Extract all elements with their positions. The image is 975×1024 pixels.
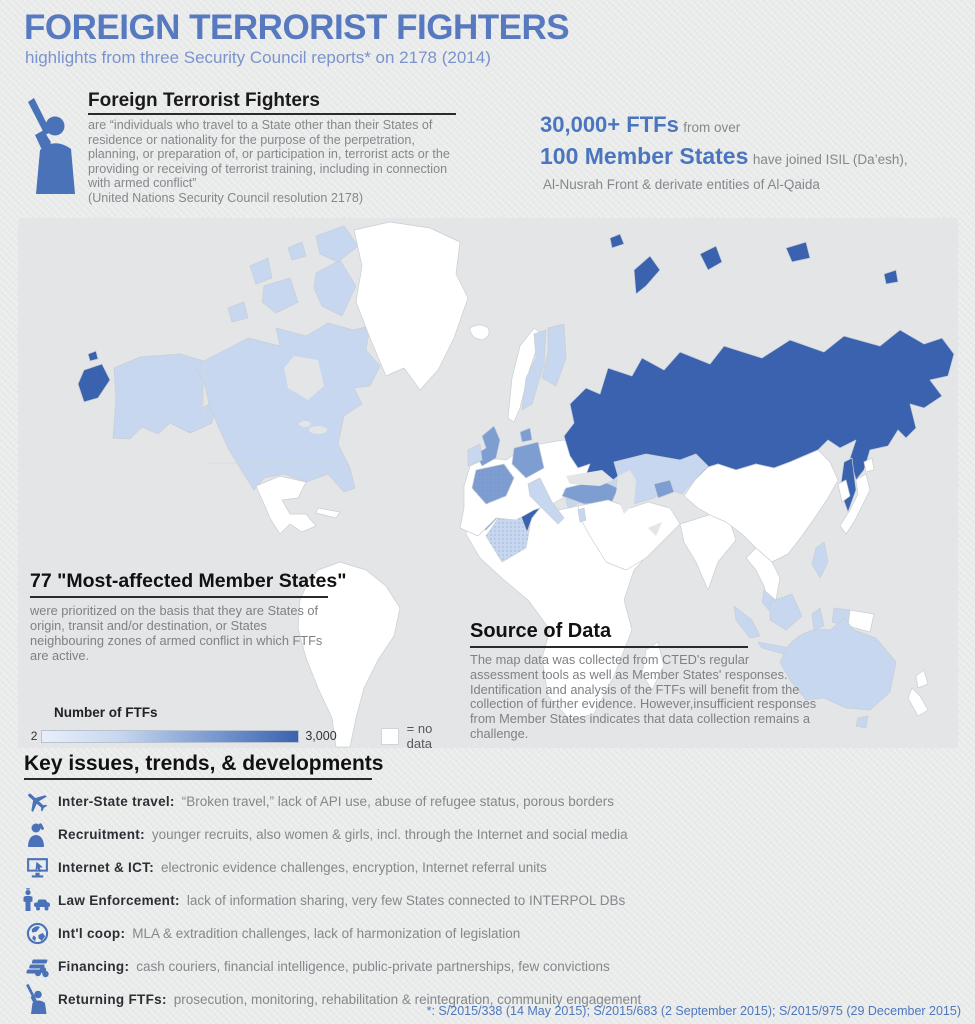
item-text: younger recruits, also women & girls, incl. through the Internet and social media xyxy=(151,826,628,842)
definition-body xyxy=(88,118,460,206)
source-of-data-body: The map data was collected from CTED's regular assessment tools as well as Member States' responses. Identification and analysis of the FTFs will benefit from the collection of further evidence. However,insufficient responses from Member States indicates that data collection remains a challenge. xyxy=(470,652,817,741)
legend-label: Number of FTFs xyxy=(54,705,158,720)
airplane-icon xyxy=(22,788,52,814)
source-of-data-underline xyxy=(470,646,748,648)
list-item xyxy=(22,953,962,979)
stats-block xyxy=(540,112,970,192)
key-issues-heading: Key issues, trends, & developments xyxy=(24,752,384,775)
legend-no-data-label: = no data xyxy=(406,721,433,751)
item-label: Recruitment: xyxy=(58,826,145,842)
globe-icon xyxy=(22,920,52,946)
stat-ftf-count: 30,000+ FTFs xyxy=(540,112,679,137)
legend-min-value: 2 xyxy=(30,729,38,743)
financing-icon xyxy=(22,953,52,979)
item-label: Financing: xyxy=(58,958,130,974)
page-subtitle: highlights from three Security Council reports* on 2178 (2014) xyxy=(25,48,491,67)
legend-no-data-swatch xyxy=(381,728,399,745)
law-enforcement-icon xyxy=(22,887,52,913)
returning-ftf-icon xyxy=(22,986,52,1012)
item-label: Inter-State travel: xyxy=(58,793,175,809)
key-issues-list xyxy=(22,788,962,1019)
monitor-icon xyxy=(22,854,52,880)
list-item xyxy=(22,887,962,913)
stat-line3: Al-Nusrah Front & derivate entities of Al-Qaida xyxy=(543,177,820,192)
most-affected-heading: 77 "Most-affected Member States" xyxy=(30,570,347,592)
item-text: electronic evidence challenges, encryption, Internet referral units xyxy=(161,859,547,875)
fighter-icon xyxy=(22,98,84,194)
item-text: “Broken travel,” lack of API use, abuse of refugee status, porous borders xyxy=(181,793,614,809)
list-item xyxy=(22,821,962,847)
source-of-data-heading: Source of Data xyxy=(470,620,612,642)
key-issues-underline xyxy=(24,778,372,780)
report-footnote: *: S/2015/338 (14 May 2015); S/2015/683 (2 September 2015); S/2015/975 (29 December 2015) xyxy=(426,1004,961,1018)
definition-heading: Foreign Terrorist Fighters xyxy=(88,90,320,111)
item-text: prosecution, monitoring, rehabilitation & reintegration, community engagement xyxy=(173,991,642,1007)
world-map-panel xyxy=(18,218,958,751)
definition-source: (United Nations Security Council resolution 2178) xyxy=(88,190,364,205)
item-text: MLA & extradition challenges, lack of harmonization of legislation xyxy=(132,925,521,941)
definition-text: are “individuals who travel to a State other than their States of residence or nationality for the purpose of the perpetration, planning, or preparation of, or participation in, terrorist acts or the providing or receiving of terrorist training, including in connection with armed conflict” xyxy=(88,118,450,191)
item-label: Internet & ICT: xyxy=(58,859,155,875)
page-title: FOREIGN TERRORIST FIGHTERS xyxy=(24,8,570,47)
item-label: Returning FTFs: xyxy=(58,991,167,1007)
stat-line2-rest: have joined ISIL (Da’esh), xyxy=(752,152,908,167)
item-text: cash couriers, financial intelligence, public-private partnerships, few convictions xyxy=(136,958,610,974)
list-item xyxy=(22,788,962,814)
map-legend xyxy=(28,705,458,751)
most-affected-underline xyxy=(30,596,328,598)
stat-line1-rest: from over xyxy=(683,120,741,135)
most-affected-body: were prioritized on the basis that they are States of origin, transit and/or destination, or States neighbouring zones of armed conflict in which FTFs are active. xyxy=(30,603,323,663)
most-affected-block xyxy=(30,570,450,663)
list-item xyxy=(22,920,962,946)
item-text: lack of information sharing, very few States connected to INTERPOL DBs xyxy=(186,892,626,908)
stat-member-states: 100 Member States xyxy=(540,143,749,169)
item-label: Int'l coop: xyxy=(58,925,126,941)
list-item xyxy=(22,854,962,880)
item-label: Law Enforcement: xyxy=(58,892,180,908)
legend-gradient xyxy=(41,730,299,743)
definition-underline xyxy=(88,113,456,115)
recruitment-icon xyxy=(22,821,52,847)
legend-max-value: 3,000 xyxy=(305,729,337,743)
source-of-data-block xyxy=(470,620,850,742)
